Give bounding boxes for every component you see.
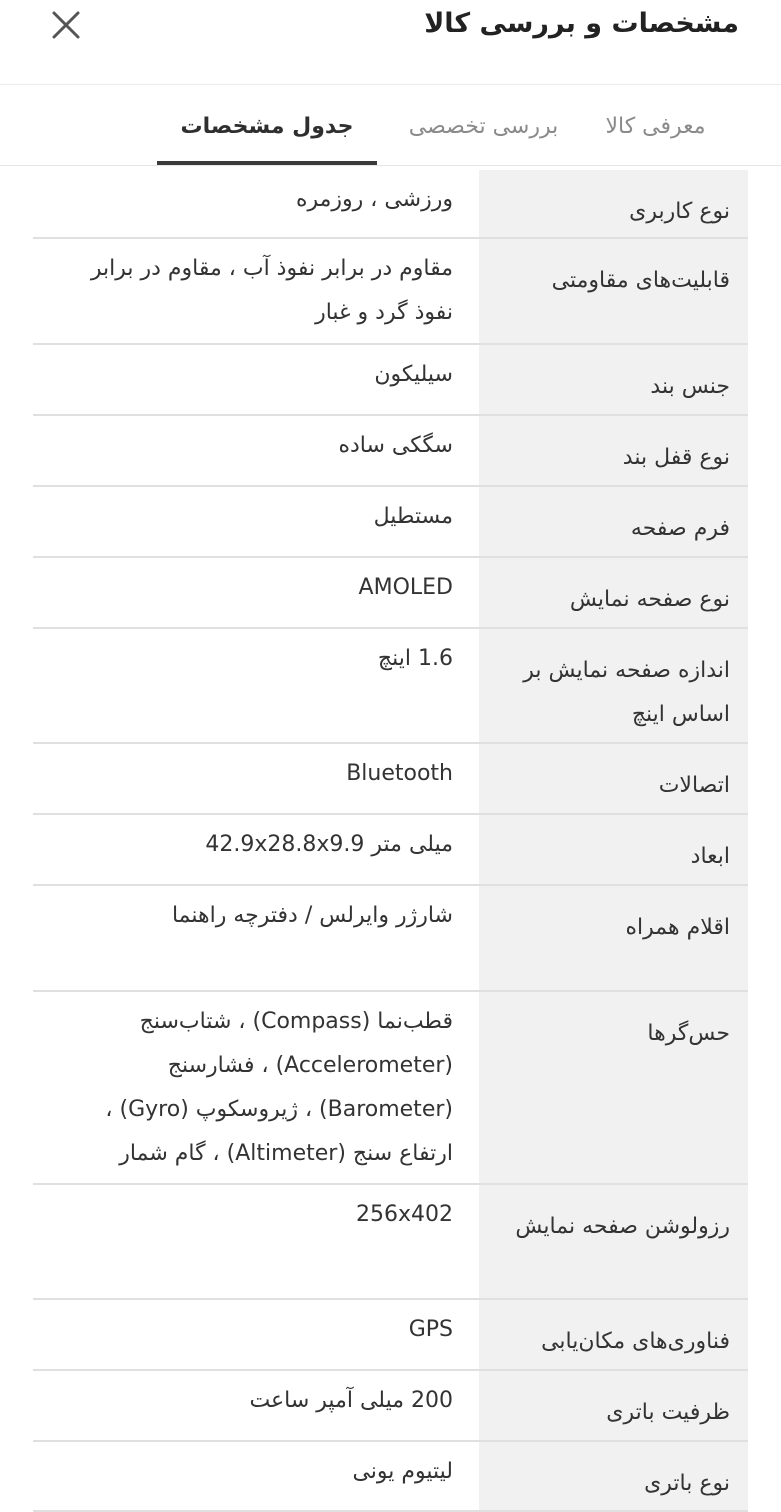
spec-key: فرم صفحه <box>479 487 748 556</box>
spec-key: اقلام همراه <box>479 886 748 990</box>
spec-row <box>33 744 748 815</box>
spec-key: ابعاد <box>479 815 748 884</box>
tab-expert-review[interactable]: بررسی تخصصی <box>408 114 559 139</box>
close-icon[interactable] <box>50 9 82 41</box>
spec-row <box>33 1185 748 1300</box>
tab-specifications[interactable]: جدول مشخصات <box>180 114 354 139</box>
spec-value: 256x402 <box>355 1202 453 1227</box>
spec-key: نوع باتری <box>479 1442 748 1510</box>
spec-value: لیتیوم یونی <box>352 1459 453 1484</box>
spec-row <box>33 886 748 992</box>
spec-key: حس‌گرها <box>479 992 748 1183</box>
spec-key: اتصالات <box>479 744 748 813</box>
spec-value: سیلیکون <box>374 362 453 387</box>
spec-value: AMOLED <box>358 575 453 600</box>
spec-row <box>33 487 748 558</box>
spec-value: شارژر وایرلس / دفترچه راهنما <box>171 903 453 928</box>
page-title: مشخصات و بررسی کالا <box>424 8 739 39</box>
spec-value: میلی متر 42.9x28.8x9.9 <box>205 832 453 857</box>
spec-row <box>33 239 748 345</box>
spec-row <box>33 345 748 416</box>
spec-key: رزولوشن صفحه نمایش <box>479 1185 748 1298</box>
spec-row <box>33 1442 748 1512</box>
spec-value: مقاوم در برابر نفوذ آب ، مقاوم در برابر نفوذ گرد و غبار <box>90 256 453 325</box>
spec-row <box>33 629 748 744</box>
tab-bar <box>0 85 781 166</box>
spec-value: GPS <box>408 1317 453 1342</box>
spec-key: ظرفیت باتری <box>479 1371 748 1440</box>
spec-value: سگکی ساده <box>338 433 453 458</box>
spec-value: 1.6 اینچ <box>377 646 453 671</box>
specs-table <box>33 170 748 1512</box>
spec-key: فناوری‌های مکان‌یابی <box>479 1300 748 1369</box>
spec-key: نوع صفحه نمایش <box>479 558 748 627</box>
active-tab-indicator <box>157 161 377 165</box>
spec-row <box>33 1371 748 1442</box>
spec-value: 200 میلی آمپر ساعت <box>249 1388 453 1413</box>
spec-key: نوع قفل بند <box>479 416 748 485</box>
header <box>0 0 781 85</box>
spec-value: مستطیل <box>373 504 453 529</box>
spec-row <box>33 416 748 487</box>
spec-value: Bluetooth <box>346 761 453 786</box>
spec-key: جنس بند <box>479 345 748 414</box>
spec-row <box>33 815 748 886</box>
spec-key: اندازه صفحه نمایش بر اساس اینچ <box>479 629 748 742</box>
spec-value: قطب‌نما (Compass) ، شتاب‌سنج (Accelerometer) ، فشارسنج (Barometer) ، ژیروسکوپ (Gyro) ، ارتفاع سنج (Altimeter) ، گام شمار <box>105 1009 453 1166</box>
spec-row <box>33 1300 748 1371</box>
spec-value: ورزشی ، روزمره <box>295 187 453 212</box>
spec-key: نوع کاربری <box>479 170 748 237</box>
spec-key: قابلیت‌های مقاومتی <box>479 239 748 343</box>
spec-row <box>33 170 748 239</box>
tab-product-intro[interactable]: معرفی کالا <box>605 114 706 139</box>
spec-row <box>33 992 748 1185</box>
spec-row <box>33 558 748 629</box>
